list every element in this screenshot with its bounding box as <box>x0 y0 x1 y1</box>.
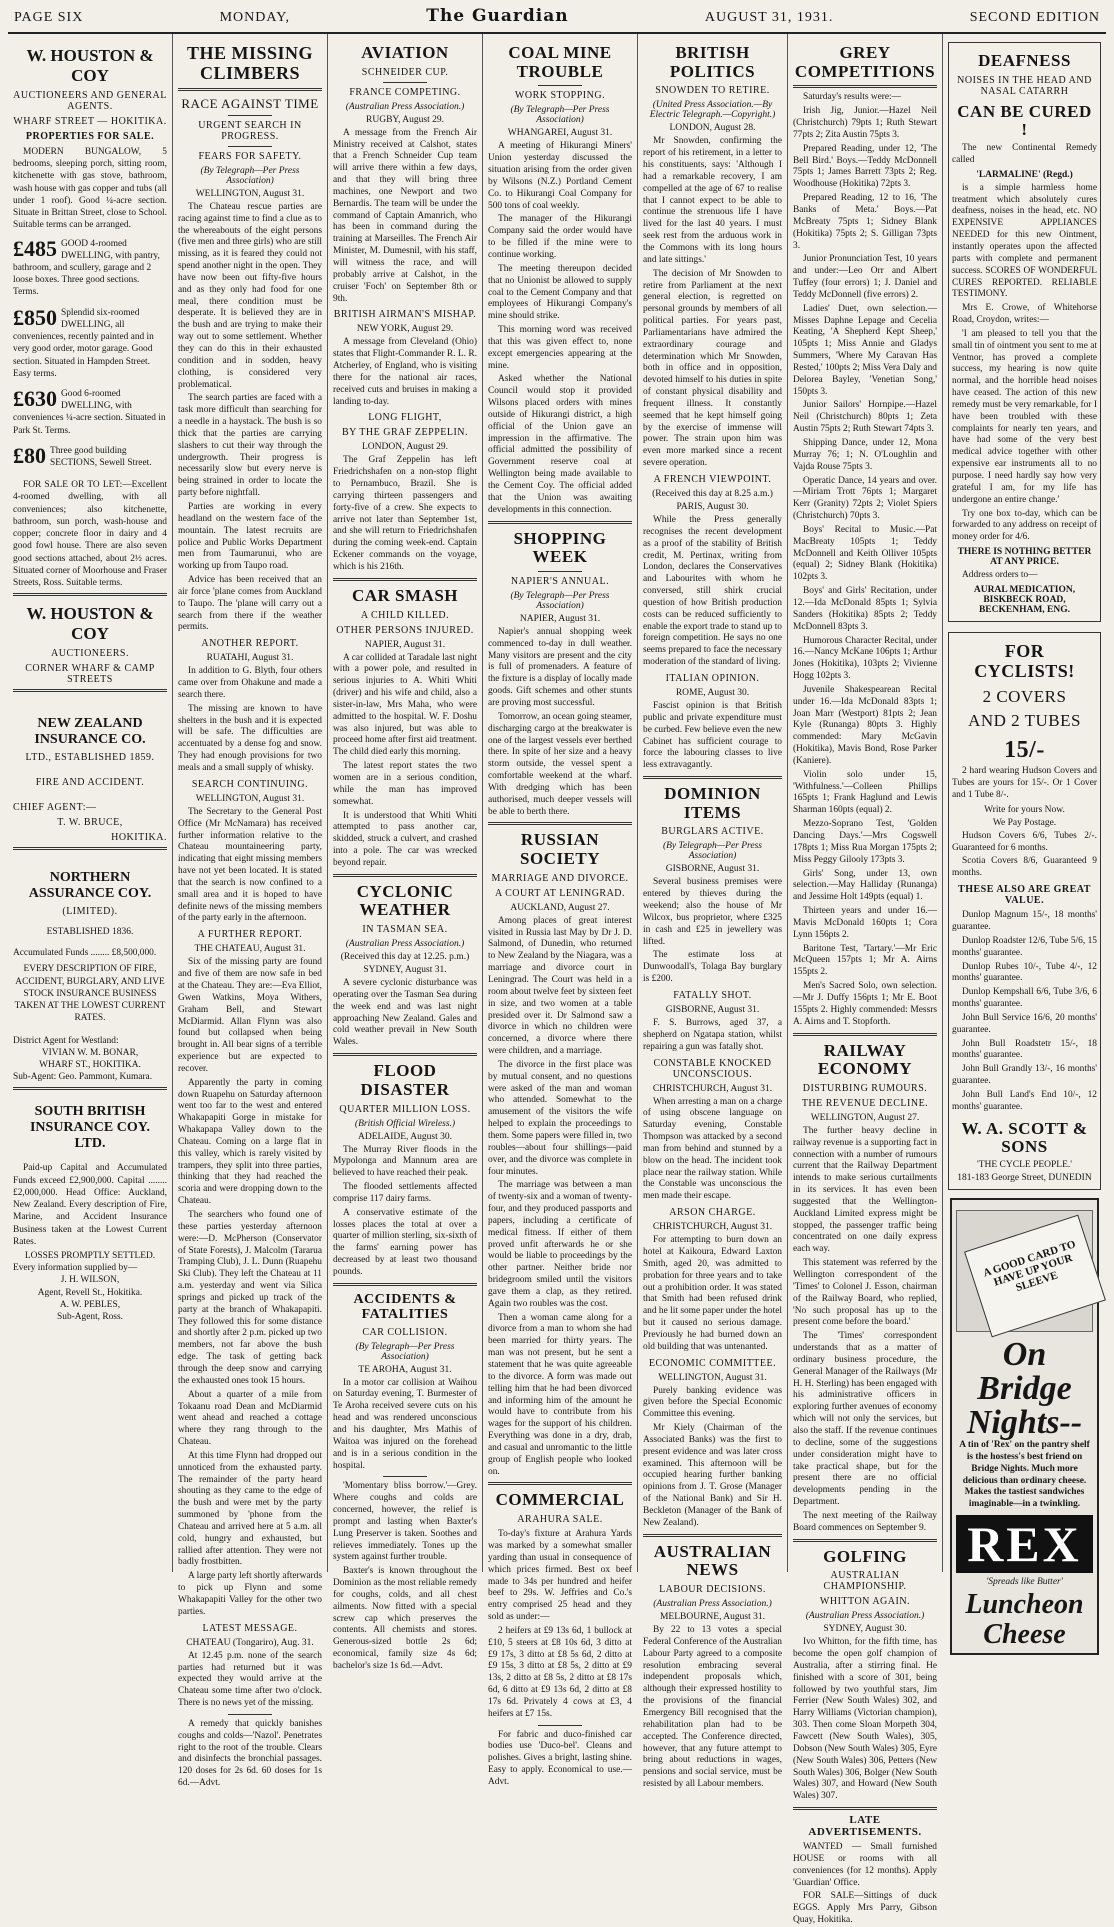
subheadline: A COURT AT LENINGRAD. <box>494 887 626 899</box>
paragraph: A message from Cleveland (Ohio) states that Flight-Commander R. L. R. Atcherley, of England, who is visiting there for the national air races, received cuts and bruises in making a landing to-day. <box>333 337 477 407</box>
paragraph: Among places of great interest visited in Russia last May by Dr J. D. Salmond, of Dunedin, who returned to New Zealand by the Niagara, was a marriage and divorce court in Leningrad. The Court was held in a room about twelve feet by sixteen feet in size, and two women at a table presided over it. Dr Salmond saw a divorce in which no children were concerned, a divorce where there were children, and a marriage. <box>488 915 632 1057</box>
column-4 <box>483 34 638 1787</box>
paragraph: It is understood that Whiti Whiti attempted to pass another car, skidded, struck a culvert, and crashed into a pole. The car was wrecked beyond repair. <box>333 810 477 868</box>
subheadline: IN TASMAN SEA. <box>362 924 448 936</box>
ad-text: Scotia Covers 8/6, Guaranteed 9 months. <box>952 856 1097 879</box>
dateline: WELLINGTON, August 31. <box>195 793 305 804</box>
ad-title: On Bridge Nights-- <box>966 1336 1083 1442</box>
dateline: GISBORNE, August 31. <box>665 864 760 875</box>
ad-line: J. H. WILSON, <box>60 1275 120 1286</box>
paragraph: When arresting a man on a charge of using obscene language on Saturday evening, Constable Thompson was attacked by a second man from behind and stunned by a blow on the head. The incident took place near the railway station. While the Constable was unconscious the men made their escape. <box>643 1096 782 1202</box>
paragraph: Parties are working in every headland on the western face of the mountain. The latest recruits are police and Public Works Department men from Taumarunui, who are working up from Taupo road. <box>178 501 322 572</box>
subheadline: THE REVENUE DECLINE. <box>801 1097 929 1109</box>
headline: COAL MINE TROUBLE <box>508 43 612 81</box>
price-line: John Bull Land's End 10/-, 12 months' guarantee. <box>952 1089 1097 1112</box>
ad-sub: AUCTIONEERS. <box>51 648 129 660</box>
paragraph: For attempting to burn down an hotel at Kaikoura, Edward Laxton Smith, aged 20, was admitted to probation for three years and to take out a prohibition order. It was stated that Smith had been refused drink and he lit some paper under the hotel but it caused no serious damage. Previously he had burned down an old building that was untenanted. <box>643 1235 782 1352</box>
ad-text: 2 hard wearing Hudson Covers and Tubes are yours for 15/-. Or 1 Cover and 1 Tube 8/-. <box>952 766 1097 800</box>
headline: FLOOD DISASTER <box>360 1061 450 1099</box>
paragraph: A large party left shortly afterwards to pick up Flynn and some Whakapapiti Valley for the other two parties. <box>178 1571 322 1617</box>
price-listing: £80 Three good building SECTIONS, Sewell Street. <box>13 442 152 469</box>
source-line: (By Telegraph—Per Press Association) <box>355 1341 455 1362</box>
paragraph: The manager of the Hikurangi Company said the order would have to be filled if the mine were to continue working. <box>488 214 632 260</box>
headline: COMMERCIAL <box>495 1490 625 1510</box>
headline: AVIATION <box>361 43 449 62</box>
ad-line: Accumulated Funds ........ £8,500,000. <box>13 948 157 959</box>
rex-cheese-ad <box>950 1198 1099 1655</box>
paragraph: The 'Times' correspondent understands that as a matter of ordinary business procedure, the General Manager of the Railways (Mr H. H. Sterling) has been engaged with his administrative officers in exploring further avenues of economy which will not only the services, but also the staff. If the revenue continues to decline, some of the suggestions under consideration might have to take practical shape, but for the present there are no official developments pending in the Department. <box>793 1331 937 1508</box>
headline: GREY COMPETITIONS <box>794 43 936 81</box>
dateline: NAPIER, August 31. <box>519 613 601 624</box>
source-line: (By Telegraph—Per Press Association) <box>510 105 610 126</box>
paragraph: A message from the French Air Ministry received at Calshot, states that a French Schneider Cup team will arrive there within a few days, and that they will bring three machines, one Newport and two Bernardis. The team will be under the command of Captain Amanrich, who has been in command during the training at Marseilles. The French Air Minister, M. Dumesnil, with his staff, will witness the race, and will probably arrive at Calshot, in the cruiser 'Foch' on September 8th or 9th. <box>333 127 477 304</box>
ad-sub: AUCTIONEERS AND GENERAL AGENTS. <box>13 90 167 112</box>
ad-line: Agent, Revell St., Hokitika. <box>37 1287 143 1298</box>
source-line: (Australian Press Association.) <box>345 101 465 112</box>
ad-head: PROPERTIES FOR SALE. <box>25 131 155 142</box>
subheadline: A CHILD KILLED. <box>360 609 450 621</box>
source-line: (By Telegraph—Per Press Association) <box>200 165 300 186</box>
paragraph: At this time Flynn had dropped out unnoticed from the exhausted party. The remainder of the party heard shouting as they came to the edge of the bush and were met by the party summoned by 'phone from the Chateau and arrived here at 5 a.m. all cold, hungry and exhausted, but rallied after attention. They were not badly frostbitten. <box>178 1450 322 1568</box>
paragraph: Six of the missing party are found and five of them are now safe in bed at the Chateau. They are:—Eva Elliot, Gwen Watkins, Moya Withers, Graham Bell, and Stewart McDiarmid. Allan Flynn was also found but collapsed when being brought in. All bear signs of a terrible experience but are expected to recover. <box>178 957 322 1074</box>
paragraph: Then a woman came along for a divorce from a man to whom she had been married for thirty years. The man was not present, but he sent a statement that he was quite agreeable to the divorce. A form was made out telling him that he had been divorced and informing him of the amount he would have to contribute from his wages for the support of his children. Everything was done in a dry, drab, and casual and unromantic to the little group of English people who looked on. <box>488 1312 632 1477</box>
paragraph: Ladies' Duet, own selection.—Misses Daphne Lepage and Cecelia Keating, 'A Shepherd Kept Sheep,' 105pts 1; Miss Annie and Gladys Summers, 'Where My Caravan Has Rested,' 100pts 2; Miss Vera Daly and Delorea Bayley, 'Venetian Song,' 150pts 3. <box>793 303 937 397</box>
paragraph: The divorce in the first place was by mutual consent, and no questions were asked of the man and woman who attended. Somewhat to the amusement of the visitors the wife helped to explain the proceedings to them. Some papers were filled in, two roubles—about four shillings—paid over, and the divorce was complete in four minutes. <box>488 1059 632 1177</box>
subheadline: LATEST MESSAGE. <box>202 1622 298 1634</box>
ad-text: Address orders to— <box>962 570 1038 581</box>
advertisement: Baxter's is known throughout the Dominion as the most reliable remedy for coughs, colds, and all chest ailments. Now fitted with a special screw cap which preserves the contents. All chemists and stores. Generous-sized bottle 2s 6d; economical, family size 4s 6d; bachelor's size 1s 6d.—Advt. <box>333 1566 477 1671</box>
subheadline: SNOWDEN TO RETIRE. <box>655 85 770 97</box>
subheadline: SEARCH CONTINUING. <box>191 778 309 790</box>
ad-title: SOUTH BRITISH INSURANCE COY. LTD. <box>29 1104 151 1152</box>
paragraph: Several business premises were entered by thieves during the weekend; also the house of Mr Wilcox, bus proprietor, where £325 in cash and £25 in jewellery was lifted. <box>643 877 782 947</box>
paragraph: The estimate loss at Dunwoodall's, Tolaga Bay burglary is £200. <box>643 950 782 985</box>
subheadline: WORK STOPPING. <box>514 90 606 102</box>
dateline: LONDON, August 28. <box>669 123 756 134</box>
paragraph: The missing are known to have shelters in the bush and it is expected will be safe. The difficulties are accentuated by a dense fog and snow. They had enough provisions for two meals and a small supply of whisky. <box>178 703 322 774</box>
price-listing: £485 GOOD 4-roomed DWELLING, with pantry, bathroom, and scullery, garage and 2 loose boxes. Three good sections. Terms. <box>13 235 160 298</box>
subheadline: CAR COLLISION. <box>362 1326 448 1338</box>
advertisement: A remedy that quickly banishes coughs and colds—'Nazol'. Penetrates right to the root of the trouble. Clears and disinfects the bronchial passages. 120 doses for 2s 6d. 60 doses for 1s 6d.—Advt. <box>178 1718 322 1789</box>
ad-text: FOR SALE OR TO LET:—Excellent 4-roomed dwelling, with all conveniences; also kitchenette, bathroom, sun porch, wash-house and copper; concrete floor in dairy and 4 good fowl house. There are also seven good sections attached, about 2½ acres. Situated corner of Moorhouse and Fraser Streets, Ross. Suitable terms. <box>13 480 167 588</box>
subheadline: AUSTRALIAN CHAMPIONSHIP. <box>823 1570 907 1593</box>
paragraph: F. S. Burrows, aged 37, a shepherd on Ngatapa station, whilst repairing a gun was fatally shot. <box>643 1018 782 1052</box>
dateline: TE AROHA, August 31. <box>358 1364 452 1375</box>
paragraph: Operatic Dance, 14 years and over.—Miriam Trott 76pts 1; Margaret Kerr (Granity) 72pts 2; Violet Spiers (Christchurch) 70pts 3. <box>793 475 937 522</box>
ad-title: W. A. SCOTT & SONS <box>961 1118 1088 1157</box>
price-listing: £850 Splendid six-roomed DWELLING, all conveniences, recently painted and in very good order, motor garage. Good section. Situated in Hampden Street. Easy terms. <box>13 304 154 379</box>
paragraph: Tomorrow, an ocean going steamer, discharging cargo at the breakwater is one of the largest vessels ever berthed there. In spite of her size and a heavy storm outside, the vessel spent a comfortable weekend at the wharf. With dredging which has been authorised, much deeper vessels will be able to berth there. <box>488 711 632 817</box>
ad-addr: CORNER WHARF & CAMP STREETS <box>25 663 155 686</box>
price-listing: £630 Good 6-roomed DWELLING, with conveniences ¼-acre section. Situated in Park St. Terms. <box>13 385 166 436</box>
headline: CAR SMASH <box>351 585 459 605</box>
subheadline: URGENT SEARCH IN PROGRESS. <box>198 119 302 142</box>
dateline: WELLINGTON, August 27. <box>810 1112 920 1123</box>
ad-addr: WHARF STREET — HOKITIKA. <box>13 116 167 127</box>
subheadline: FATALLY SHOT. <box>673 990 752 1001</box>
newspaper-page <box>8 6 1106 1926</box>
ad-title: CAN BE CURED ! <box>957 101 1092 140</box>
subheadline: ARSON CHARGE. <box>669 1207 756 1219</box>
ad-title: NORTHERN ASSURANCE COY. <box>28 870 152 902</box>
advertisement: 'Momentary bliss borrow.'—Grey. Where coughs and colds are concerned, however, the relief is prompt and lasting when Baxter's Lung Preserver is taken. Soothes and relieves immediately. Tones up the system against further trouble. <box>333 1481 477 1563</box>
ad-line: WHARF ST., HOKITIKA. <box>39 1059 141 1070</box>
subheadline: OTHER PERSONS INJURED. <box>336 624 474 636</box>
ad-line: We Pay Postage. <box>992 817 1057 828</box>
paragraph: Napier's annual shopping week commenced to-day in dull weather. Many visitors are present and the city is full of promenaders. A feature of the fixture is a display of locally made goods. Gift schemes and other stunts are proving most successful. <box>488 626 632 708</box>
subheadline: BRITISH AIRMAN'S MISHAP. <box>333 309 477 321</box>
subheadline: QUARTER MILLION LOSS. <box>339 1103 471 1115</box>
ad-text: Mrs E. Crowe, of Whitehorse Road, Croydon, writes:— <box>952 303 1097 326</box>
brand-logo: REX <box>956 1515 1093 1573</box>
paragraph: The search parties are faced with a task more difficult than searching for a needle in a haystack. The bush is so thick that the parties are carrying slashers to cut their way through the undergrowth. Their progress is necessarily slow but every nerve is being strained in order to locate the party before nightfall. <box>178 393 322 499</box>
source-line: (Australian Press Association.) <box>653 1599 772 1610</box>
ad-sub: LTD., ESTABLISHED 1859. <box>25 752 155 764</box>
paragraph: Advice has been received that an air force 'plane comes from Auckland to Taupo. The 'plane will carry out a search from there if the weather permits. <box>178 575 322 633</box>
paragraph: The decision of Mr Snowden to retire from Parliament at the next general election, is regretted on personal grounds by members of all political parties. For years past, Parliamentarians have admired the extraordinary courage and determination which Mr Snowden, both in office and in opposition, devoted himself to his duties in spite of constant physical disability and frequent illness. It constantly seemed that he kept himself going by the exercise of immense will power. The strain upon him was even more marked since a recent severe operation. <box>643 268 782 469</box>
price-line: Dunlop Kempshall 6/6, Tube 3/6, 6 months' guarantee. <box>952 987 1097 1010</box>
price-line: John Bull Grandly 13/-, 16 months' guarantee. <box>952 1064 1097 1087</box>
subheadline: BY THE GRAF ZEPPELIN. <box>341 427 469 439</box>
price-line: Dunlop Magnum 15/-, 18 months' guarantee. <box>952 910 1097 933</box>
subheadline: A FRENCH VIEWPOINT. <box>653 474 772 485</box>
ad-text: Hudson Covers 6/6, Tubes 2/-. Guaranteed for 6 months. <box>952 830 1097 853</box>
headline: SHOPPING WEEK <box>513 528 607 567</box>
headline: GOLFING <box>823 1546 907 1566</box>
subheadline: WHITTON AGAIN. <box>819 1596 911 1608</box>
ad-text: is a simple harmless home treatment which absolutely cures deafness, noises in the head, etc. NO EXPENSIVE APPLIANCES NEEDED for this new Ointment, instantly operates upon the affected parts with complete and permanent success. SCORES OF WONDERFUL CURES REPORTED. RELIABLE TESTIMONY. <box>952 182 1097 300</box>
ad-text: Paid-up Capital and Accumulated Funds exceed £2,900,000. Capital ........ £2,000,000. Head Office: Auckland, New Zealand. Every description of Fire, Marine, and Accident Insurance Business taken at the Lowest Current Rates. <box>13 1163 167 1247</box>
dateline: SYDNEY, August 30. <box>823 1624 907 1635</box>
paragraph: At 12.45 p.m. none of the search parties had returned but it was expected they would arrive at the Chateau some time after two o'clock. There is no news yet of the missing. <box>178 1650 322 1709</box>
paragraph: Baritone Test, 'Tartary.'—Mr Eric McQueen 157pts 1; Mr A. Airns 155pts 2. <box>793 943 937 978</box>
edition: SECOND EDITION <box>969 10 1100 25</box>
cyclist-ad <box>948 632 1101 1190</box>
paragraph: About a quarter of a mile from Tokaanu road Dean and McDiarmid went ahead and reached a cottage where they rang through to the Chateau. <box>178 1389 322 1448</box>
price-line: John Bull Roadstetr 15/-, 18 months' guarantee. <box>952 1038 1097 1061</box>
paragraph: Men's Sacred Solo, own selection.—Mr J. Duffy 156pts 1; Mr E. Boot 155pts 2. Highly commended: Messrs A. Airns and T. Stopforth. <box>793 981 937 1027</box>
price-line: Dunlop Roadster 12/6, Tube 5/6, 15 months' guarantee. <box>952 935 1097 958</box>
ad-title: W. HOUSTON & COY <box>26 46 154 85</box>
paragraph: Thirteen years and under 16.—Mavis McDonald 160pts 1; Cora Lynn 156pts 2. <box>793 906 937 940</box>
paragraph: A car collided at Taradale last night with a power pole, and resulted in serious injuries to A. Whiti Whiti (driver) and his wife and child, also a sister-in-law, Mrs Maha, who were admitted to the hospital. W. F. Doshu was also injured, but was able to proceed home after first aid treatment. The child died early this morning. <box>333 652 477 758</box>
dateline: NEW YORK, August 29. <box>356 324 454 335</box>
headline: BRITISH POLITICS <box>669 43 756 81</box>
headline: RUSSIAN SOCIETY <box>519 830 601 869</box>
subheadline: SCHNEIDER CUP. <box>361 66 449 78</box>
ad-product: Luncheon Cheese <box>965 1589 1084 1650</box>
subheadline: BURGLARS ACTIVE. <box>661 826 764 838</box>
source-line: (Australian Press Association.) <box>345 939 465 950</box>
paragraph: Prepared Reading, 12 to 16, 'The Banks of Meta.' Boys.—Pat McBreaty 75pts 1; Sidney Blank (Hokitika) 75pts 2; S. Gilligan 73pts 3. <box>793 193 937 251</box>
price-line: John Bull Service 16/6, 20 months' guarantee. <box>952 1012 1097 1035</box>
dateline: AUCKLAND, August 27. <box>510 902 610 913</box>
paragraph: Shipping Dance, under 12, Mona Murray 76; 1; N. O'Loughlin and Vajda Rouse 75pts 3. <box>793 438 937 472</box>
ad-line: THERE IS NOTHING BETTER AT ANY PRICE. <box>957 547 1092 568</box>
dateline: PARIS, August 30. <box>676 502 749 512</box>
paragraph: Mr Snowden, confirming the report of his retirement, in a letter to his constituents, says: 'Although I had a remarkable recovery, I am compelled at the age of 67 to realise that I cannot expect to be able to continue the strenuous life I have lived for the last 40 years. I must seek rest from the arduous work in the Commons with its long hours and late sittings.' <box>643 136 782 265</box>
paragraph: The further heavy decline in railway revenue is a supporting fact in connection with a number of rumours current that the Railway Department intends to make serious curtailments in its services. It has even been suggested that the Wellington-Auckland Limited express might be stopped, the passenger traffic being concentrated on one daily express each way. <box>793 1125 937 1255</box>
paragraph: Purely banking evidence was given before the Special Economic Committee this evening. <box>643 1385 782 1420</box>
source-line: (United Press Association.—By Electric Telegraph.—Copyright.) <box>649 100 776 121</box>
ad-title: FOR CYCLISTS! <box>974 640 1075 681</box>
paragraph: Asked whether the National Council would stop it provided Wilsons placed orders with mines outside of Hikurangi district, a high official of the Union gave an impression in the affirmative. The official admitted the possibility of Government reserve coal at Wellington being made available to the Cement Coy. The official added that the Union was awaiting developments in this connection. <box>488 374 632 515</box>
ad-line: Sub-Agent: Geo. Pammont, Kumara. <box>13 1072 153 1083</box>
dateline: GISBORNE, August 31. <box>665 1005 760 1015</box>
ad-line: CHIEF AGENT:— <box>13 802 97 814</box>
column-3 <box>328 34 483 1671</box>
ad-line: 2 COVERS <box>982 686 1067 706</box>
dateline: (Received this day at 8.25 a.m.) <box>652 489 773 499</box>
ad-line: ESTABLISHED 1836. <box>46 927 134 938</box>
dateline: RUATAHI, August 31. <box>206 653 294 664</box>
paragraph: Fascist opinion is that British public and private expenditure must be curbed. Few believe even the new Cabinet has sufficient courage to force the labouring classes to live less extravagantly. <box>643 700 782 771</box>
source-line: (British Official Wireless.) <box>354 1118 456 1129</box>
classified-ad: FOR SALE—Sittings of duck EGGS. Apply Mrs Parry, Gibson Quay, Hokitika. <box>793 1891 937 1926</box>
day: MONDAY, <box>219 10 291 25</box>
subheadline: DISTURBING RUMOURS. <box>802 1082 928 1094</box>
paragraph: Prepared Reading, under 12, 'The Bell Bird.' Boys.—Teddy McDonnell 75pts 1; James Barrett 73pts 2; Reg. Woodhouse (Hokitika) 72pts 3. <box>793 143 937 190</box>
ad-line: LOSSES PROMPTLY SETTLED. <box>24 1250 156 1261</box>
source-line: (By Telegraph—Per Press Association) <box>510 590 610 611</box>
headline: ACCIDENTS & FATALITIES <box>353 1291 457 1323</box>
paragraph: Saturday's results were:— <box>803 92 902 103</box>
paragraph: A conservative estimate of the losses places the total at over a quarter of million sterling, six-sixth of the farms' earning power has decreased by at least two thousand pounds. <box>333 1207 477 1277</box>
paragraph: Irish Jig, Junior.—Hazel Neil (Christchurch) 79pts 1; Ruth Stewart 77pts 2; Zita Austin 75pts 3. <box>793 106 937 140</box>
paragraph: A meeting of Hikurangi Miners' Union yesterday discussed the situation arising from the order given by Wilsons (N.Z.) Portland Cement Co. to Hikurangi Coal Company for 500 tons of coal weekly. <box>488 141 632 211</box>
column-1 <box>8 34 173 1572</box>
paragraph: A severe cyclonic disturbance was operating over the Tasman Sea during the week end and was last night approaching New Zealand. Gales and cold weather prevail in New South Wales. <box>333 978 477 1048</box>
subheadline: RACE AGAINST TIME <box>181 95 319 111</box>
ad-line: VIVIAN W. M. BONAR, <box>41 1047 139 1058</box>
subheadline: LONG FLIGHT, <box>368 412 442 424</box>
subheadline: FEARS FOR SAFETY. <box>198 150 302 162</box>
classified-ad: WANTED — Small furnished HOUSE or rooms with all conveniences (for 12 months). Apply 'Guardian' Office. <box>793 1842 937 1888</box>
paragraph: The Secretary to the General Post Office (Mr McNamara) has received further information relative to the Chateau mountaineering party, indicating that eight missing members have not yet been located. It is stated that the search is now confined to a small area and it is hoped to have definite news of the missing members of the party early in the afternoon. <box>178 806 322 924</box>
paragraph: The flooded settlements affected comprise 117 dairy farms. <box>333 1182 477 1204</box>
dateline: WELLINGTON, August 31. <box>658 1372 767 1383</box>
paragraph: The next meeting of the Railway Board commences on September 9. <box>793 1510 937 1533</box>
ad-line: HOKITIKA. <box>111 832 167 844</box>
dateline: NAPIER, August 31. <box>364 639 446 650</box>
subheadline: ARAHURA SALE. <box>517 1514 603 1526</box>
column-7 <box>943 34 1106 1650</box>
dateline: CHRISTCHURCH, August 31. <box>652 1222 773 1233</box>
paragraph: Junior Pronunciation Test, 10 years and under:—Leo Orr and Albert Tuffey (four errors) 1; J. Daniel and Teddy McDonnell (five errors) 2. <box>793 254 937 300</box>
ad-text: Try one box to-day, which can be forwarded to any address on receipt of money order for 4/6. <box>952 508 1097 543</box>
subheadline: ITALIAN OPINION. <box>665 672 760 684</box>
ad-line: District Agent for Westland: <box>13 1035 119 1046</box>
advertisement: For fabric and duco-finished car bodies use 'Duco-bel'. Cleans and polishes. Gives a bright, lasting shine. Easy to apply. Economical to use.—Advt. <box>488 1729 632 1787</box>
paragraph: This statement was referred by the Wellington correspondent of the 'Times' to Colonel J. Esson, chairman of the Railway Board, who replied, 'No such proposal has up to the present come before the board.' <box>793 1258 937 1328</box>
subheadline: LABOUR DECISIONS. <box>659 1584 766 1596</box>
paragraph: Violin solo under 15, 'Withfulness.'—Colleen Phillips 165pts 1; Frank Haglund and Lewis Sharman 160pts (equal) 2. <box>793 769 937 816</box>
subheadline: NAPIER'S ANNUAL. <box>510 575 610 587</box>
card-slogan: A GOOD CARD TO HAVE UP YOUR SLEEVE <box>964 1215 1106 1338</box>
ad-text: The new Continental Remedy called <box>952 143 1097 165</box>
column-6 <box>788 34 943 1926</box>
subheadline: ANOTHER REPORT. <box>201 638 299 650</box>
paragraph: Junior Sailors' Hornpipe.—Hazel Neil (Christchurch) 80pts 1; Zeta Austin 75pts 2; Ruth Stewart 74pts 3. <box>793 400 937 435</box>
headline: AUSTRALIAN NEWS <box>653 1541 772 1580</box>
ad-sub: NOISES IN THE HEAD AND NASAL CATARRH <box>957 74 1092 97</box>
dateline: RUGBY, August 29. <box>366 114 444 125</box>
subheadline: CONSTABLE KNOCKED UNCONSCIOUS. <box>653 1057 772 1080</box>
paragraph: In a motor car collision at Waihou on Saturday evening, T. Burmester of Te Aroha received severe cuts on his head and was rendered unconscious and his daughter, Mrs Mathis of Waitoa was injured on the forehead and is in a serious condition in the hospital. <box>333 1377 477 1471</box>
ad-line: FIRE AND ACCIDENT. <box>35 777 145 789</box>
paragraph: To-day's fixture at Arahura Yards was marked by a somewhat smaller yarding than usual in consequence of which prices firmed. Best ox beef made to 34s per hundred and heifer beef to 29s. W. Jeffries and Co.'s entry comprised 25 head and they sold as under:— <box>488 1529 632 1623</box>
paragraph: The latest report states the two women are in a serious condition, while the man has improved somewhat. <box>333 761 477 807</box>
headline: CYCLONIC WEATHER <box>356 881 454 920</box>
ad-line: Sub-Agent, Ross. <box>57 1312 123 1323</box>
paragraph: While the Press generally recognises the recent development as a proof of the stability of British credit, M. Pertinax, writing from London, declares the Conservatives and Labourites with whom he conversed, still shirk crucial question of how British production costs can be reduced sufficiently to enable the export trade to stand up to foreign competition. He says no one seems prepared to face the necessary moderation of the standard of living. <box>643 515 782 668</box>
ad-line: Every information supplied by— <box>13 1263 138 1274</box>
column-5 <box>638 34 788 1790</box>
ad-title: W. HOUSTON & COY <box>26 604 154 644</box>
column-2 <box>173 34 328 1789</box>
paragraph: Humorous Character Recital, under 16.—Nancy McKane 106pts 1; Arthur Jones (Hokitika), 103pts 2; Vivienne Hogg 102pts 3. <box>793 635 937 682</box>
dateline: MELBOURNE, August 31. <box>659 1612 766 1623</box>
paragraph: Boys' and Girls' Recitation, under 12.—Ida McDonald 85pts 1; Sylvia Sanders (Hokitika) 85pts 2; Teddy McDonnell 83pts 3. <box>793 586 937 632</box>
ad-price: 15/- <box>1004 736 1045 763</box>
paragraph: Juvenile Shakespearean Recital under 16.—Ida McDonald 83pts 1; Joan Marr (Westport) 81pts 2; Jean Kyle (Runanga) 80pts 3. Highly commended: Mary McGavin (Hokitika), Mavis Bond, Rose Parker (Kaniere). <box>793 684 937 766</box>
headline: THE MISSING CLIMBERS <box>186 43 314 83</box>
dateline: ROME, August 30. <box>675 687 750 698</box>
dateline: LONDON, August 29. <box>361 442 449 453</box>
dateline: WELLINGTON, August 31. <box>195 188 305 199</box>
ad-address: 181-183 George Street, DUNEDIN <box>957 1173 1092 1184</box>
ad-line: Write for yours Now. <box>984 804 1065 815</box>
date: AUGUST 31, 1931. <box>704 10 834 25</box>
source-line: (By Telegraph—Per Press Association) <box>662 841 763 862</box>
ad-text: A tin of 'Rex' on the pantry shelf is the hostess's best friend on Bridge Nights. Much more delicious than ordinary cheese. Makes the tastiest sandwiches imaginable—in a twinkling. <box>959 1440 1090 1510</box>
paper-name: The Guardian <box>426 6 569 26</box>
subheadline: A FURTHER REPORT. <box>197 929 303 941</box>
subheadline: MARRIAGE AND DIVORCE. <box>491 872 629 884</box>
ad-line: T. W. BRUCE, <box>57 817 123 829</box>
ad-line: A. W. PEBLES, <box>59 1299 121 1310</box>
paragraph: Ivo Whitton, for the fifth time, has become the open golf champion of Australia, after a stirring final. He finished with a score of 301, being followed by two youthful stars, Jim Ferrier (New South Wales) 302, and Harry Williams (Victorian champion), 303. Then come Sloan Morpeth 304, Fawcett (New South Wales), 305, Dobson (New South Wales) 305, Eyre (New South Wales) 306, Petters (New South Wales) 306, Bolger (New South Wales) 307, and Howard (New South Wales) 307. <box>793 1637 937 1802</box>
paragraph: Apparently the party in coming down Ruapehu on Saturday afternoon went too far to the west and entered Whakapapiti Gorge in mistake for Whakapapa Valley down to the Chateau. Coming on a large flat in this valley, which is rarely visited by trampers, they split into three parties, thinking that they had reached the scoria and were dropping down to the Chateau. <box>178 1077 322 1207</box>
paragraph: By 22 to 13 votes a special Federal Conference of the Australian Labour Party agreed to a composite resolution embracing several independent proposals which, although their expressed hostility to the provisions of the financial Emergency Bill recognised that the rehabilitation plan had to be accepted. The Conference directed, however, that any future attempt to bring about reductions in wages, pensions and social service, must be resisted by all Labour members. <box>643 1625 782 1790</box>
dateline: (Received this day at 12.25. p.m.) <box>340 952 470 963</box>
paragraph: In addition to G. Blyth, four others came over from Ohakune and made a search there. <box>178 666 322 700</box>
paragraph: The Chateau rescue parties are racing against time to find a clue as to the whereabouts of the eight persons (five men and three girls) who are still missing, as it is feared they could not spend another night in the open. They have now been out fifty-five hours and as they only had food for one meal, there condition must be desperate. It is believed they are in the bush and are trying to make their way out to some settlement. Whether they can do this in their exhausted condition and in sodden, heavy clothing, is considered very problematical. <box>178 201 322 390</box>
ad-text: MODERN BUNGALOW, 5 bedrooms, sleeping porch, sitting room, kitchenette with gas stove, bathroom, wash house with gas copper and tubs (all under 1 roof). Good ¼-acre section. Situate in Brittan Street, close to School. Suitable terms can be arranged. <box>13 147 167 231</box>
paragraph: Mr Kiely (Chairman of the Associated Banks) was the first to present evidence and was later cross examined. This afternoon will be occupied hearing further banking opinions from J. T. Grose (Manager of the National Bank) and Sir H. Beckleton (Manager of the Bank of New Zealand). <box>643 1423 782 1528</box>
paragraph: The marriage was between a man of twenty-six and a woman of twenty-four, and they produced passports and papers, including a certificate of medical fitness. If either of them proved unfit afterwards he or she would be liable to proceedings by the other partner. Neither bride nor bridegroom smiled until the visitors gave them a clap, as they retired. Again two roubles was the cost. <box>488 1180 632 1309</box>
dateline: CHRISTCHURCH, August 31. <box>652 1083 773 1094</box>
ad-title: DEAFNESS <box>978 51 1071 70</box>
headline: RAILWAY ECONOMY <box>817 1040 913 1079</box>
deafness-ad <box>948 42 1101 622</box>
dateline: SYDNEY, August 31. <box>363 965 447 976</box>
paragraph: The searchers who found one of these parties yesterday afternoon were:—D. McPherson (Conservator of State Forests), J. Malcolm (Tararua Tramping Club), J. L. Dunn (Ruapehu Ski Club). They left the Chateau at 11 a.m. yesterday and went via Silica springs and picked up track of the party at the branch of Whakapapiti. They followed this for some distance and shortly after 2 p.m. picked up two members, not far above the bush edge. The task of getting back through the deep snow and carrying the exhausted ones took 15 hours. <box>178 1210 322 1386</box>
paragraph: The Murray River floods in the Mypolonga and Mannum area are believed to have reached their peak. <box>333 1144 477 1179</box>
paragraph: Mezzo-Soprano Test, 'Golden Dancing Days.'—Mrs Cogswell 178pts 1; Miss Rua Morgan 175pts 2; Miss Peggy Gilooly 173pts 3. <box>793 819 937 865</box>
ad-address: AURAL MEDICATION, BISKBECK ROAD, BECKENHAM, ENG. <box>973 584 1076 615</box>
headline: DOMINION ITEMS <box>664 784 761 822</box>
paragraph: Boys' Recital to Music.—Pat MacBreaty 105pts 1; Teddy McDonnell and Keith Olliver 105pts (equal) 2; Sidney Blank (Hokitika) 102pts 3. <box>793 524 937 583</box>
ad-sub: THESE ALSO ARE GREAT VALUE. <box>958 884 1091 907</box>
dateline: CHATEAU (Tongariro), Aug. 31. <box>186 1637 314 1648</box>
paragraph: 2 heifers at £9 13s 6d, 1 bullock at £10, 5 steers at £8 10s 6d, 3 ditto at £9 17s, 3 ditto at £8 5s 6d, 2 ditto at £9 15s, 3 ditto at £8 5s, 2 ditto at £9 13s, 2 ditto at £8 5s, 2 ditto at £8 17s 6d, 6 ditto at £9 13s 6d, 2 ditto at £8 17s 6d. Privately 4 cows at £3, 4 heifers at £7 15s. <box>488 1625 632 1719</box>
ad-tagline: 'Spreads like Butter' <box>986 1577 1063 1588</box>
source-line: (Australian Press Association.) <box>805 1611 925 1622</box>
ad-text: 'I am pleased to tell you that the small tin of ointment you sent to me at Ventnor, has proved a complete success, my hearing is now quite normal, and the horrible head noises have ceased. The action of this new remedy must be very remarkable, for I have been troubled with these complaints for nearly ten years, and have had some of the very best medical advice together with other expensive ear instruments all to no purpose. I need hardly say how very grateful I am, for my life has undergone an entire change.' <box>952 328 1097 505</box>
masthead <box>8 6 1106 34</box>
ad-product: 'LARMALINE' (Regd.) <box>976 169 1073 180</box>
dateline: ADELAIDE, August 30. <box>358 1131 452 1142</box>
paragraph: The meeting thereupon decided that no Unionist be allowed to supply coal to the Cement Company and that employees of Hikurangi Company's mine should strike. <box>488 263 632 322</box>
subheadline: ECONOMIC COMMITTEE. <box>648 1357 777 1369</box>
page-number: PAGE SIX <box>14 10 84 25</box>
late-ads-heading: LATE ADVERTISEMENTS. <box>808 1814 922 1839</box>
ad-title: NEW ZEALAND INSURANCE CO. <box>34 716 146 748</box>
ad-line: EVERY DESCRIPTION OF FIRE, ACCIDENT, BURGLARY, AND LIVE STOCK INSURANCE BUSINESS TAKEN AT THE LOWEST CURRENT RATES. <box>14 964 166 1024</box>
dateline: WHANGAREI, August 31. <box>507 128 613 139</box>
paragraph: The Graf Zeppelin has left Friedrichshafen on a non-stop flight to Pernambuco, Brazil. She is carrying thirteen passengers and forty-five of a crew. She expects to arrive not later than September 1st, and she will return to Friedrichshafen during the coming week-end. Captain Eckener commands on the voyage, which is his 216th. <box>333 455 477 572</box>
paragraph: This morning word was received that this was given effect to, none except emergencies appearing at the mine. <box>488 325 632 371</box>
ad-sub: (LIMITED). <box>62 906 118 918</box>
subheadline: FRANCE COMPETING. <box>349 86 461 98</box>
ad-line: AND 2 TUBES <box>968 711 1081 731</box>
ad-sub: 'THE CYCLE PEOPLE.' <box>977 1160 1072 1171</box>
price-line: Dunlop Rubes 10/-, Tube 4/-, 12 months' guarantee. <box>952 961 1097 984</box>
playing-card-illustration <box>956 1210 1093 1332</box>
paragraph: Girls' Song, under 13, own selection.—May Halliday (Runanga) and Jessime Holt 149pts (equal) 1. <box>793 868 937 903</box>
dateline: THE CHATEAU, August 31. <box>194 944 306 955</box>
